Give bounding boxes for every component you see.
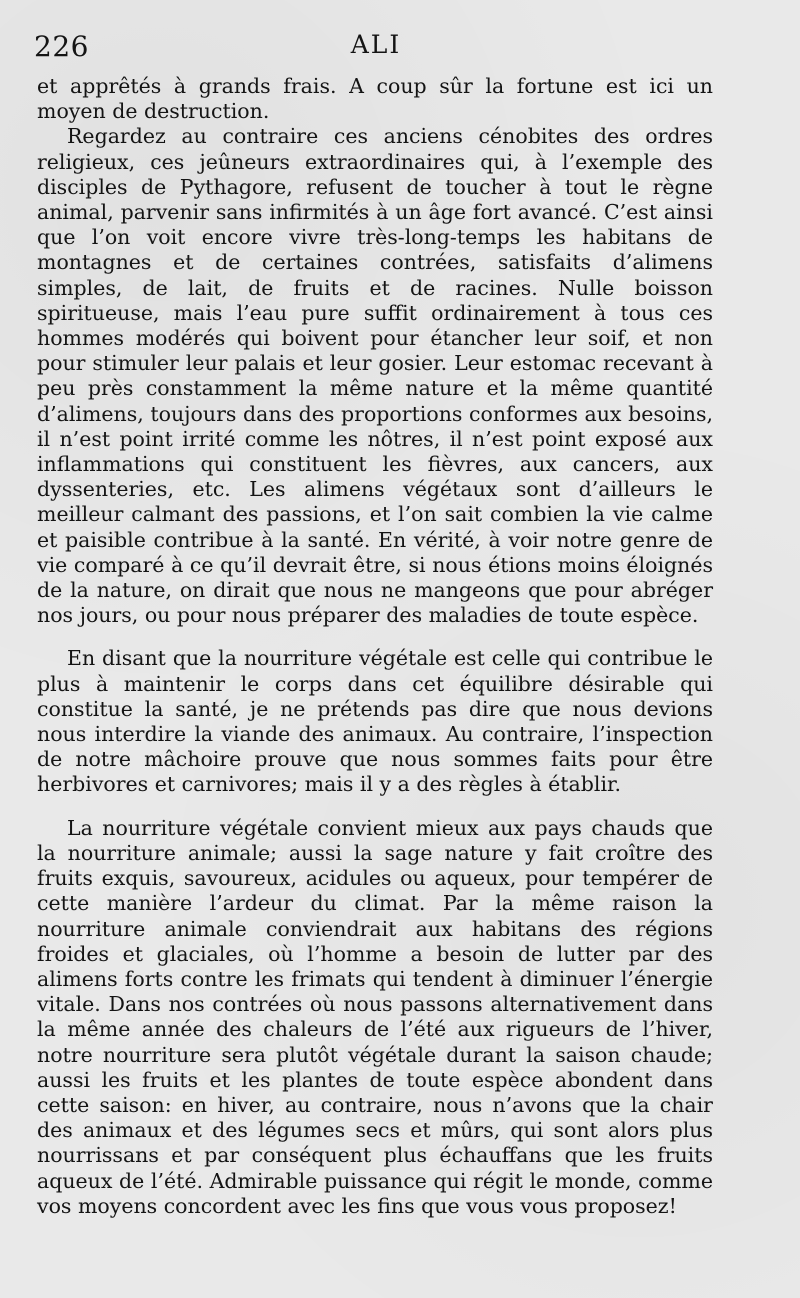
page-number: 226 [34,30,89,63]
body-text [37,74,713,1219]
running-head [34,30,700,64]
paragraph-cenobites: Regardez au contraire ces anciens cénobites des ordres religieux, ces jeûneurs extraordinaires qui, à l’exemple des disciples de Pythagore, refusent de toucher à tout le règne animal, parvenir sans infirmités à un âge fort avancé. C’est ainsi que l’on voit encore vivre très-long-temps les habitans de montagnes et de certaines contrées, satisfaits d’alimens simples, de lait, de fruits et de racines. Nulle boisson spiritueuse, mais l’eau pure suffit ordinairement à tous ces hommes modérés qui boivent pour étancher leur soif, et non pour stimuler leur palais et leur gosier. Leur estomac recevant à peu près constamment la même nature et la même quantité d’alimens, toujours dans des proportions conformes aux besoins, il n’est point irrité comme les nôtres, il n’est point exposé aux inflammations qui constituent les fièvres, aux cancers, aux dyssenteries, etc. Les alimens végétaux sont d’ailleurs le meilleur calmant des passions, et l’on sait combien la vie calme et paisible contribue à la santé. En vérité, à voir notre genre de vie comparé à ce qu’il devrait être, si nous étions moins éloignés de la nature, on dirait que nous ne mangeons que pour abréger nos jours, ou pour nous préparer des maladies de toute espèce. [37,124,713,628]
paragraph-continuation: et apprêtés à grands frais. A coup sûr la fortune est ici un moyen de destruction. [37,74,713,124]
paragraph-vegetable-diet: En disant que la nourriture végétale est celle qui contribue le plus à maintenir le corps dans cet équilibre désirable qui constitue la santé, je ne prétends pas dire que nous devions nous interdire la viande des animaux. Au contraire, l’inspection de notre mâchoire prouve que nous sommes faits pour être herbivores et carnivores; mais il y a des règles à établir. [37,646,713,797]
paragraph-climate-diet: La nourriture végétale convient mieux aux pays chauds que la nourriture animale; aussi la sage nature y fait croître des fruits exquis, savoureux, acidules ou aqueux, pour tempérer de cette manière l’ardeur du climat. Par la même raison la nourriture animale conviendrait aux habitans des régions froides et glaciales, où l’homme a besoin de lutter par des alimens forts contre les frimats qui tendent à diminuer l’énergie vitale. Dans nos contrées où nous passons alternativement dans la même année des chaleurs de l’été aux rigueurs de l’hiver, notre nourriture sera plutôt végétale durant la saison chaude; aussi les fruits et les plantes de toute espèce abondent dans cette saison: en hiver, au contraire, nous n’avons que la chair des animaux et des légumes secs et mûrs, qui sont alors plus nourrissans et par conséquent plus échauffans que les fruits aqueux de l’été. Admirable puissance qui régit le monde, comme vos moyens concordent avec les fins que vous vous proposez! [37,815,713,1218]
running-title: ALI [350,30,402,59]
